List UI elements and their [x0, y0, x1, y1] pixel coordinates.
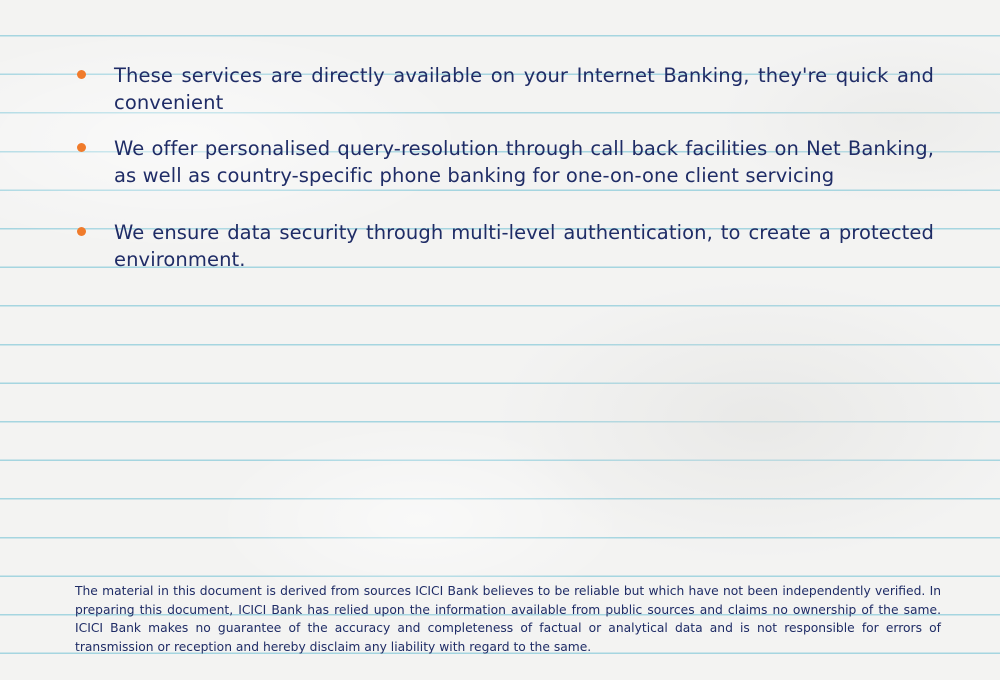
bullet-item-query-resolution [74, 135, 934, 189]
orange-bullet-icon [77, 70, 86, 79]
bullet-item-data-security [74, 219, 934, 273]
feature-bullet-list [74, 62, 934, 273]
orange-bullet-icon [77, 227, 86, 236]
bullet-text: These services are directly available on your Internet Banking, they're quick and convenient [114, 64, 934, 114]
bullet-text: We offer personalised query-resolution through call back facilities on Net Banking, as well as country-specific phone banking for one-on-one client servicing [114, 137, 934, 187]
bullet-text: We ensure data security through multi-level authentication, to create a protected environment. [114, 221, 934, 271]
disclaimer-text: The material in this document is derived from sources ICICI Bank believes to be reliable but which have not been independently verified. In preparing this document, ICICI Bank has relied upon the information available from public sources and claims no ownership of the same. ICICI Bank makes no guarantee of the accuracy and completeness of factual or analytical data and is not responsible for errors of transmission or reception and hereby disclaim any liability with regard to the same. [75, 584, 941, 654]
bullet-item-internet-banking [74, 62, 934, 116]
orange-bullet-icon [77, 143, 86, 152]
